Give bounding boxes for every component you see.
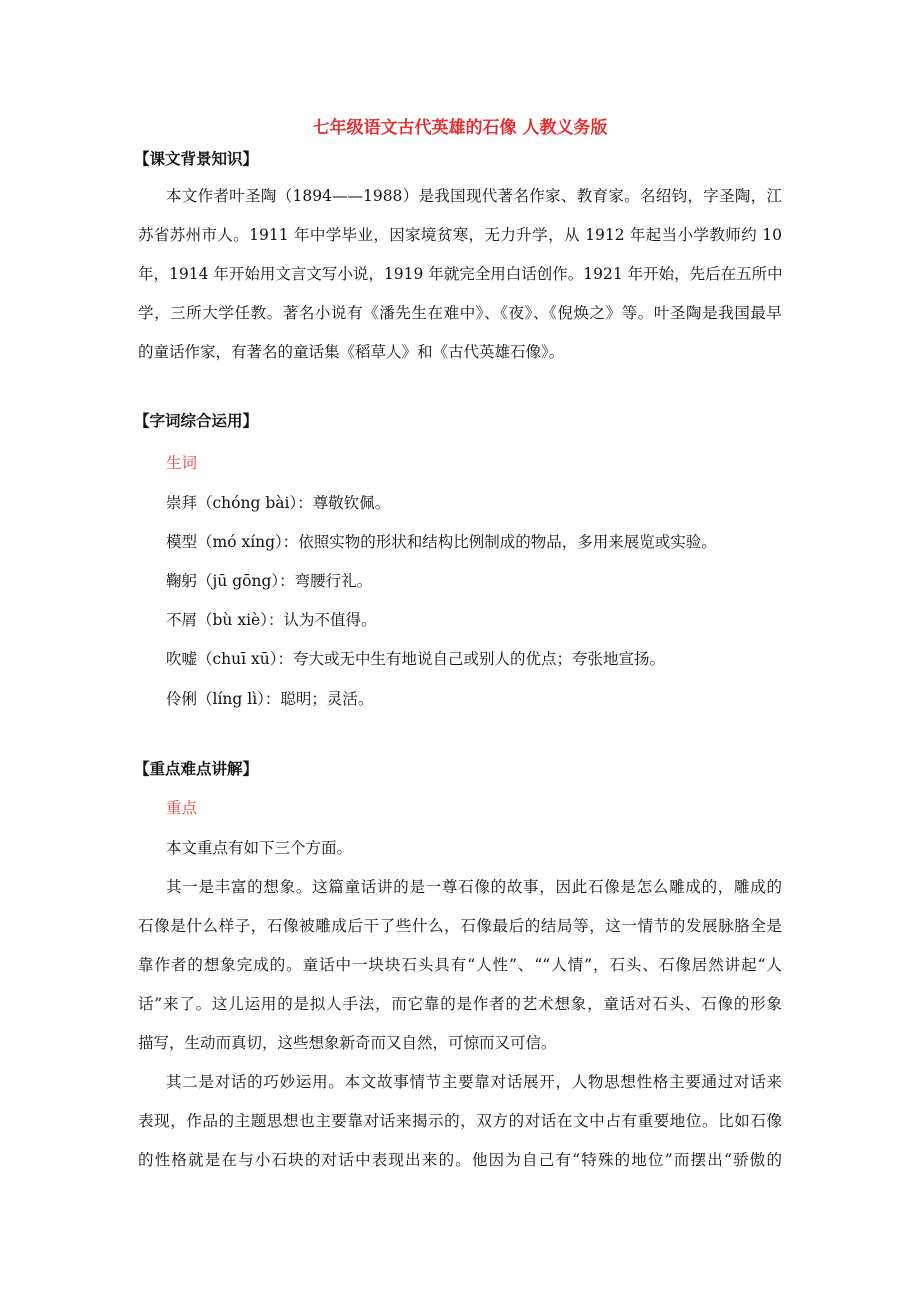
subheading-key-points: 重点 [166, 799, 198, 817]
section-heading-vocabulary: 【字词综合运用】 [134, 412, 259, 430]
vocab-item: 吹嘘（chuī xū）：夸大或无中生有地说自己或别人的优点；夸张地宣扬。 [166, 650, 666, 668]
paragraph-line: 表现，作品的主题思想也主要靠对话来揭示的，双方的对话在文中占有重要地位。比如石像 [138, 1112, 782, 1130]
vocab-item: 崇拜（chóng bài）：尊敬钦佩。 [166, 494, 391, 512]
vocab-item: 模型（mó xíng）：依照实物的形状和结构比例制成的物品，多用来展览或实验。 [166, 533, 717, 551]
paragraph-line: 话”来了。这儿运用的是拟人手法，而它靠的是作者的艺术想象，童话对石头、石像的形象 [138, 995, 782, 1013]
paragraph-line: 苏省苏州市人。1911 年中学毕业，因家境贫寒，无力升学，从 1912 年起当小学教师约 10 [138, 226, 782, 244]
paragraph-line: 靠作者的想象完成的。童话中一块块石头具有“人性”、““人情”，石头、石像居然讲起“人 [138, 956, 782, 974]
paragraph-line: 其二是对话的巧妙运用。本文故事情节主要靠对话展开，人物思想性格主要通过对话来 [166, 1073, 782, 1091]
intro-line: 本文重点有如下三个方面。 [166, 839, 353, 857]
paragraph-line: 本文作者叶圣陶（1894——1988）是我国现代著名作家、教育家。名绍钧，字圣陶，江 [166, 187, 782, 205]
vocab-item: 不屑（bù xiè）：认为不值得。 [166, 611, 377, 629]
paragraph-line: 石像是什么样子，石像被雕成后干了些什么，石像最后的结局等，这一情节的发展脉胳全是 [138, 917, 782, 935]
paragraph-line: 的童话作家，有著名的童话集《稻草人》和《古代英雄石像》。 [138, 343, 565, 361]
paragraph-line: 年，1914 年开始用文言文写小说，1919 年就完全用白话创作。1921 年开始，先后在五所中 [138, 265, 783, 283]
paragraph-line: 描写，生动而真切，这些想象新奇而又自然，可惊而又可信。 [138, 1034, 557, 1052]
subheading-new-words: 生词 [166, 454, 198, 472]
paragraph-line: 其一是丰富的想象。这篇童话讲的是一尊石像的故事，因此石像是怎么雕成的，雕成的 [166, 878, 782, 896]
section-heading-key-points: 【重点难点讲解】 [134, 760, 259, 778]
paragraph-line: 的性格就是在与小石块的对话中表现出来的。他因为自己有“特殊的地位”而摆出“骄傲的 [138, 1151, 782, 1169]
vocab-item: 伶俐（líng lì）：聪明；灵活。 [166, 690, 374, 708]
vocab-item: 鞠躬（jū gōng）：弯腰行礼。 [166, 572, 373, 590]
document-title: 七年级语文古代英雄的石像 人教义务版 [312, 118, 608, 138]
section-heading-background: 【课文背景知识】 [134, 150, 259, 168]
paragraph-line: 学，三所大学任教。著名小说有《潘先生在难中》、《夜》、《倪焕之》等。叶圣陶是我国最早 [138, 304, 782, 322]
